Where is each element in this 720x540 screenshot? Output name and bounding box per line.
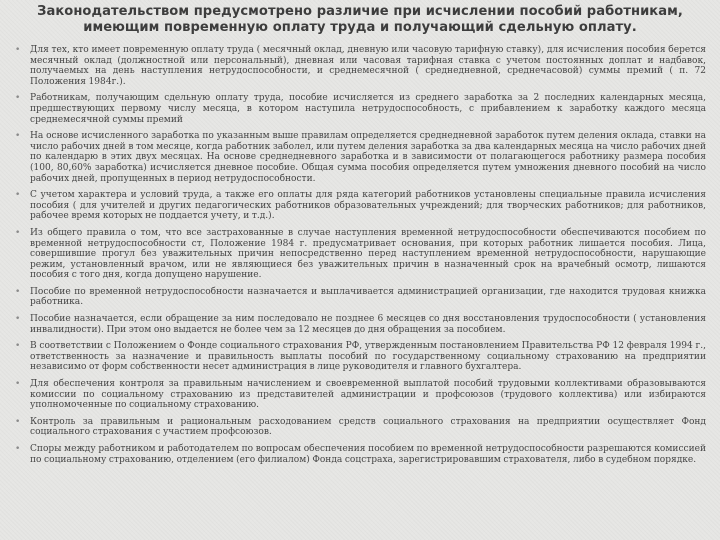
list-item — [14, 287, 706, 308]
bullet-icon: • — [15, 45, 21, 55]
bullet-icon: • — [15, 379, 21, 390]
list-item-text: На основе исчисленного заработка по указанным выше правилам определяется среднедневной заработок путем деления оклада, ставки на число рабочих дней в том месяце, когда работник заболел, или путем деления заработка за два календарных месяца на число рабочих дней по календарю в этих двух месяцах. На основе среднедневного заработка и в зависимости от полагающегося работнику размера пособия (100, 80,60% заработка) исчисляется дневное пособие. Общая сумма пособия определяется путем умножения дневного пособий на число рабочих дней, пропущенных в период нетрудоспособности. — [30, 131, 706, 184]
bullet-icon: • — [15, 444, 21, 454]
list-item-text: Для тех, кто имеет повременную оплату труда ( месячный оклад, дневную или часовую тарифную ставку), для исчисления пособия берется месячный оклад (должностной или персональный), дневная или часовая тарифная ставка с учетом постоянных доплат и надбавок, получаемых на день наступления нетрудоспособности, и среднемесячной ( среднедневной, среднечасовой) суммы премий ( п. 72 Положения 1984г.). — [30, 45, 706, 87]
bullet-icon: • — [15, 227, 21, 238]
list-item — [14, 93, 706, 125]
slide-title: Законодательством предусмотрено различие при исчислении пособий работникам, имеющим повременную оплату труда и получающий сдельную оплату. — [37, 4, 683, 35]
list-item — [14, 341, 706, 373]
list-item — [14, 45, 706, 87]
list-item-text: Контроль за правильным и рациональным расходованием средств социального страхования на предприятии осуществляет Фонд социального страхования с участием профсоюзов. — [30, 416, 706, 438]
list-item-text: Споры между работником и работодателем по вопросам обеспечения пособием по временной нетрудоспособности разрешаются комиссией по социальному страхованию, отделением (его филиалом) Фонда соцстраха, зарегистрировавшим страхователя, либо в судебном порядке. — [30, 444, 706, 465]
bullet-icon: • — [15, 131, 21, 142]
bullet-icon: • — [15, 286, 21, 297]
bullet-list — [14, 45, 706, 465]
list-item-text: Пособие назначается, если обращение за ним последовало не позднее 6 месяцев со дня восстановления трудоспособности ( установления инвалидности). При этом оно выдается не более чем за 12 месяцев до дня обращения за пособием. — [30, 314, 706, 335]
list-item — [14, 379, 706, 411]
bullet-icon: • — [15, 314, 21, 325]
list-item-text: В соответствии с Положением о Фонде социального страхования РФ, утвержденным постановлением Правительства РФ 12 февраля 1994 г., ответственность за назначение и правильность выплаты пособий по государственному социальному страхованию на предприятии независимо от форм собственности несет администрация в лице руководителя и главного бухгалтера. — [30, 341, 706, 373]
list-item-text: С учетом характера и условий труда, а также его оплаты для ряда категорий работников установлены специальные правила исчисления пособия ( для учителей и других педагогических работников образовательных учреждений; для творческих работников; для работников, рабочее время которых не поддается учету, и т.д.). — [30, 190, 706, 222]
list-item — [14, 131, 706, 184]
list-item-text: Пособие по временной нетрудоспособности назначается и выплачивается администрацией организации, где находится трудовая книжка работника. — [30, 286, 706, 308]
list-item — [14, 314, 706, 335]
bullet-icon: • — [15, 416, 21, 427]
bullet-icon: • — [15, 93, 21, 104]
bullet-icon: • — [15, 341, 21, 352]
list-item — [14, 444, 706, 465]
list-item — [14, 228, 706, 281]
bullet-icon: • — [15, 190, 21, 201]
list-item-text: Из общего правила о том, что все застрахованные в случае наступления временной нетрудоспособности обеспечиваются пособием по временной нетрудоспособности ст, Положение 1984 г. предусматривает основания, при которых работник лишается пособия. Лица, совершившие прогул без уважительных причин непосредственно перед наступлением временной нетрудоспособности, нарушающие режим, установленный врачом, или не являющиеся без уважительных причин в назначенный срок на врачебный осмотр, лишаются пособия с того дня, когда допущено нарушение. — [30, 227, 706, 281]
list-item-text: Работникам, получающим сдельную оплату труда, пособие исчисляется из среднего заработка за 2 последних календарных месяца, предшествующих первому числу месяца, в котором наступила нетрудоспособность, с прибавлением к заработку каждого месяца среднемесячной суммы премий — [30, 93, 706, 125]
list-item — [14, 417, 706, 438]
list-item-text: Для обеспечения контроля за правильным начислением и своевременной выплатой пособий трудовыми коллективами образовываются комиссии по социальному страхованию из представителей администрации и профсоюзов (трудового коллектива) или избираются уполномоченные по социальному страхованию. — [30, 379, 706, 411]
list-item — [14, 190, 706, 222]
